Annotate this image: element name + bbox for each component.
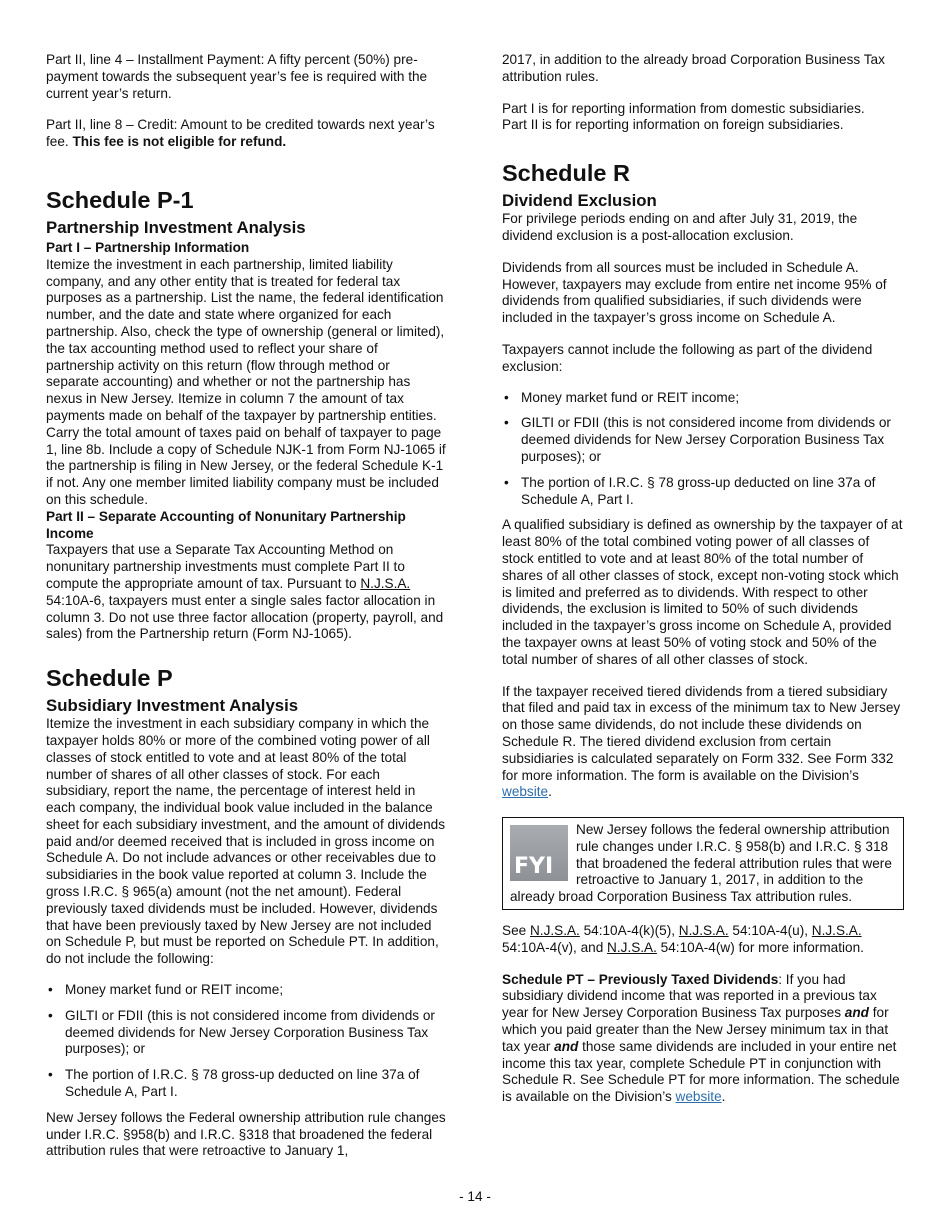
fyi-text: New Jersey follows the federal ownership attribution rule changes under I.R.C. § 958(b) and I.R.C. § 318 that broadened the federal attribution rules that were retroactive to January 1, 2017, in addition to the already broad Corporation Business Tax attribution rules. <box>510 822 892 905</box>
parts-description: Part I is for reporting information from domestic subsidiaries. Part II is for reporting information on foreign subsidiaries. <box>502 100 865 133</box>
dividend-exclusion-period: For privilege periods ending on and after July 31, 2019, the dividend exclusion is a post-allocation exclusion. <box>502 211 858 243</box>
website-link[interactable]: website <box>502 784 549 800</box>
list-item: • Money market fund or REIT income; <box>46 982 446 999</box>
left-column <box>46 52 446 1160</box>
website-link[interactable]: website <box>675 1089 722 1105</box>
fyi-box <box>502 817 904 910</box>
part2-paragraph: Taxpayers that use a Separate Tax Accounting Method on nonunitary partnership investments must complete Part II to compute the appropriate amount of tax. Pursuant to N.J.S.A. 54:10A-6, taxpayers must enter a single sales factor allocation in column 3. Do not use three factor allocation (property, payroll, and sales) from the Partnership return (Form NJ-1065). <box>46 542 444 642</box>
schedule-p1-section <box>46 187 446 643</box>
credit-paragraph: Part II, line 8 – Credit: Amount to be credited towards next year’s fee. This fee is not eligible for refund. <box>46 117 435 150</box>
schedule-r-section <box>502 160 904 801</box>
tiered-dividends-paragraph: If the taxpayer received tiered dividends from a tiered subsidiary that filed and paid tax in excess of the minimum tax to New Jersey on those same dividends, do not include these dividends on Schedule R. The tiered dividend exclusion from certain subsidiaries is calculated separately on Form 332. See Form 332 for more information. The form is available on the Division’s website. <box>502 683 901 800</box>
list-item: • GILTI or FDII (this is not considered income from dividends or deemed dividends for New Jersey Corporation Business Tax purposes); or <box>46 1008 446 1058</box>
schedule-pt-paragraph: Schedule PT – Previously Taxed Dividends: If you had subsidiary dividend income that was reported in a previous tax year for New Jersey Corporation Business Tax purposes and for which you paid greater than the New Jersey minimum tax in that tax year and those same dividends are included in your entire net income this tax year, complete Schedule PT in conjunction with Schedule R. See Schedule PT for more information. The schedule is available on the Division’s website. <box>502 971 900 1105</box>
schedule-p1-subtitle: Partnership Investment Analysis <box>46 217 306 237</box>
part2-heading: Part II – Separate Accounting of Nonunitary Partnership Income <box>46 508 406 541</box>
list-item: • GILTI or FDII (this is not considered income from dividends or deemed dividends for New Jersey Corporation Business Tax purposes); or <box>502 415 904 465</box>
qualified-subsidiary-paragraph: A qualified subsidiary is defined as ownership by the taxpayer of at least 80% of the total combined voting power of all classes of stock entitled to vote and at least 80% of the total number of shares of all other classes of stock, except non-voting stock which is limited and preferred as to dividends. With respect to other dividends, the exclusion is limited to 50% of such dividends included in the taxpayer’s gross income on Schedule A, provided the taxpayer owns at least 50% of voting stock and 50% of the total number of shares of all other classes of stock. <box>502 517 903 667</box>
schedule-p1-title: Schedule P-1 <box>46 186 194 213</box>
schedule-p-paragraph: Itemize the investment in each subsidiary company in which the taxpayer holds 80% or more of the combined voting power of all classes of stock entitled to vote and at least 80% of the total number of shares of all other classes of stock. For each subsidiary, report the name, the percentage of interest held in each company, the individual book value included in the balance sheet for each subsidiary investment, and the amount of dividends paid and/or deemed received that is included in gross income on Schedule A. Do not include advances or other receivables due to subsidiaries in the book value reported at column 3. Include the gross I.R.C. § 965(a) amount (not the net amount). Federal previously taxed dividends must be included. However, dividends that have been previously taxed by New Jersey are not included on Schedule P, but must be reported on Schedule PT. In addition, do not include the following: <box>46 716 445 967</box>
njsa-reference: N.J.S.A. <box>360 575 411 591</box>
schedule-pt-heading: Schedule PT – Previously Taxed Dividends <box>502 971 779 987</box>
part1-heading: Part I – Partnership Information <box>46 239 250 255</box>
schedule-r-subtitle: Dividend Exclusion <box>502 191 657 211</box>
dividends-sources-paragraph: Dividends from all sources must be included in Schedule A. However, taxpayers may exclude from entire net income 95% of dividends from qualified subsidiaries, if such dividends were included in the taxpayer’s gross income on Schedule A. <box>502 259 887 326</box>
schedule-r-exclusions-list <box>502 390 904 509</box>
attribution-continuation: 2017, in addition to the already broad Corporation Business Tax attribution rules. <box>502 52 885 84</box>
right-column <box>502 52 904 1106</box>
page-number: - 14 - <box>459 1189 491 1204</box>
schedule-p-title: Schedule P <box>46 665 173 692</box>
schedule-p-section <box>46 665 446 1160</box>
list-item: • Money market fund or REIT income; <box>502 390 904 407</box>
schedule-r-title: Schedule R <box>502 160 630 187</box>
part1-paragraph: Itemize the investment in each partnership, limited liability company, and any other entity that is treated for federal tax purposes as a partnership. List the name, the federal identification number, and the date and state where organized for each partnership. Also, check the type of ownership (general or limited), the tax accounting method used to reflect your share of partnership activity on this return (flow through method or separate accounting) and whether or not the partnership has nexus in New Jersey. Itemize in column 7 the amount of tax payments made on behalf of the taxpayer by partnership entities. Carry the total amount of taxes paid on behalf of taxpayer to page 1, line 8b. Include a copy of Schedule NJK-1 from Form NJ-1065 if the partnership is filing in New Jersey, or the federal Schedule K-1 if not. Any one member limited liability company must be included on this schedule. <box>46 256 446 507</box>
exclusions-intro: Taxpayers cannot include the following as part of the dividend exclusion: <box>502 341 873 374</box>
attribution-rule-paragraph: New Jersey follows the Federal ownership attribution rule changes under I.R.C. §958(b) and I.R.C. §318 that broadened the federal attribution rules that were retroactive to January 1, <box>46 1109 446 1159</box>
schedule-p-subtitle: Subsidiary Investment Analysis <box>46 696 299 716</box>
installment-payment-paragraph: Part II, line 4 – Installment Payment: A fifty percent (50%) pre-payment towards the subsequent year’s fee is required with the current year’s return. <box>46 52 428 101</box>
schedule-p-exclusions-list <box>46 982 446 1101</box>
list-item: • The portion of I.R.C. § 78 gross-up deducted on line 37a of Schedule A, Part I. <box>46 1067 446 1101</box>
list-item: • The portion of I.R.C. § 78 gross-up deducted on line 37a of Schedule A, Part I. <box>502 475 904 509</box>
njsa-references-paragraph: See N.J.S.A. 54:10A-4(k)(5), N.J.S.A. 54:10A-4(u), N.J.S.A. 54:10A-4(v), and N.J.S.A. 54:10A-4(w) for more information. <box>502 923 864 955</box>
fyi-icon: FYI <box>510 825 568 881</box>
not-refundable-note: This fee is not eligible for refund. <box>72 134 287 150</box>
